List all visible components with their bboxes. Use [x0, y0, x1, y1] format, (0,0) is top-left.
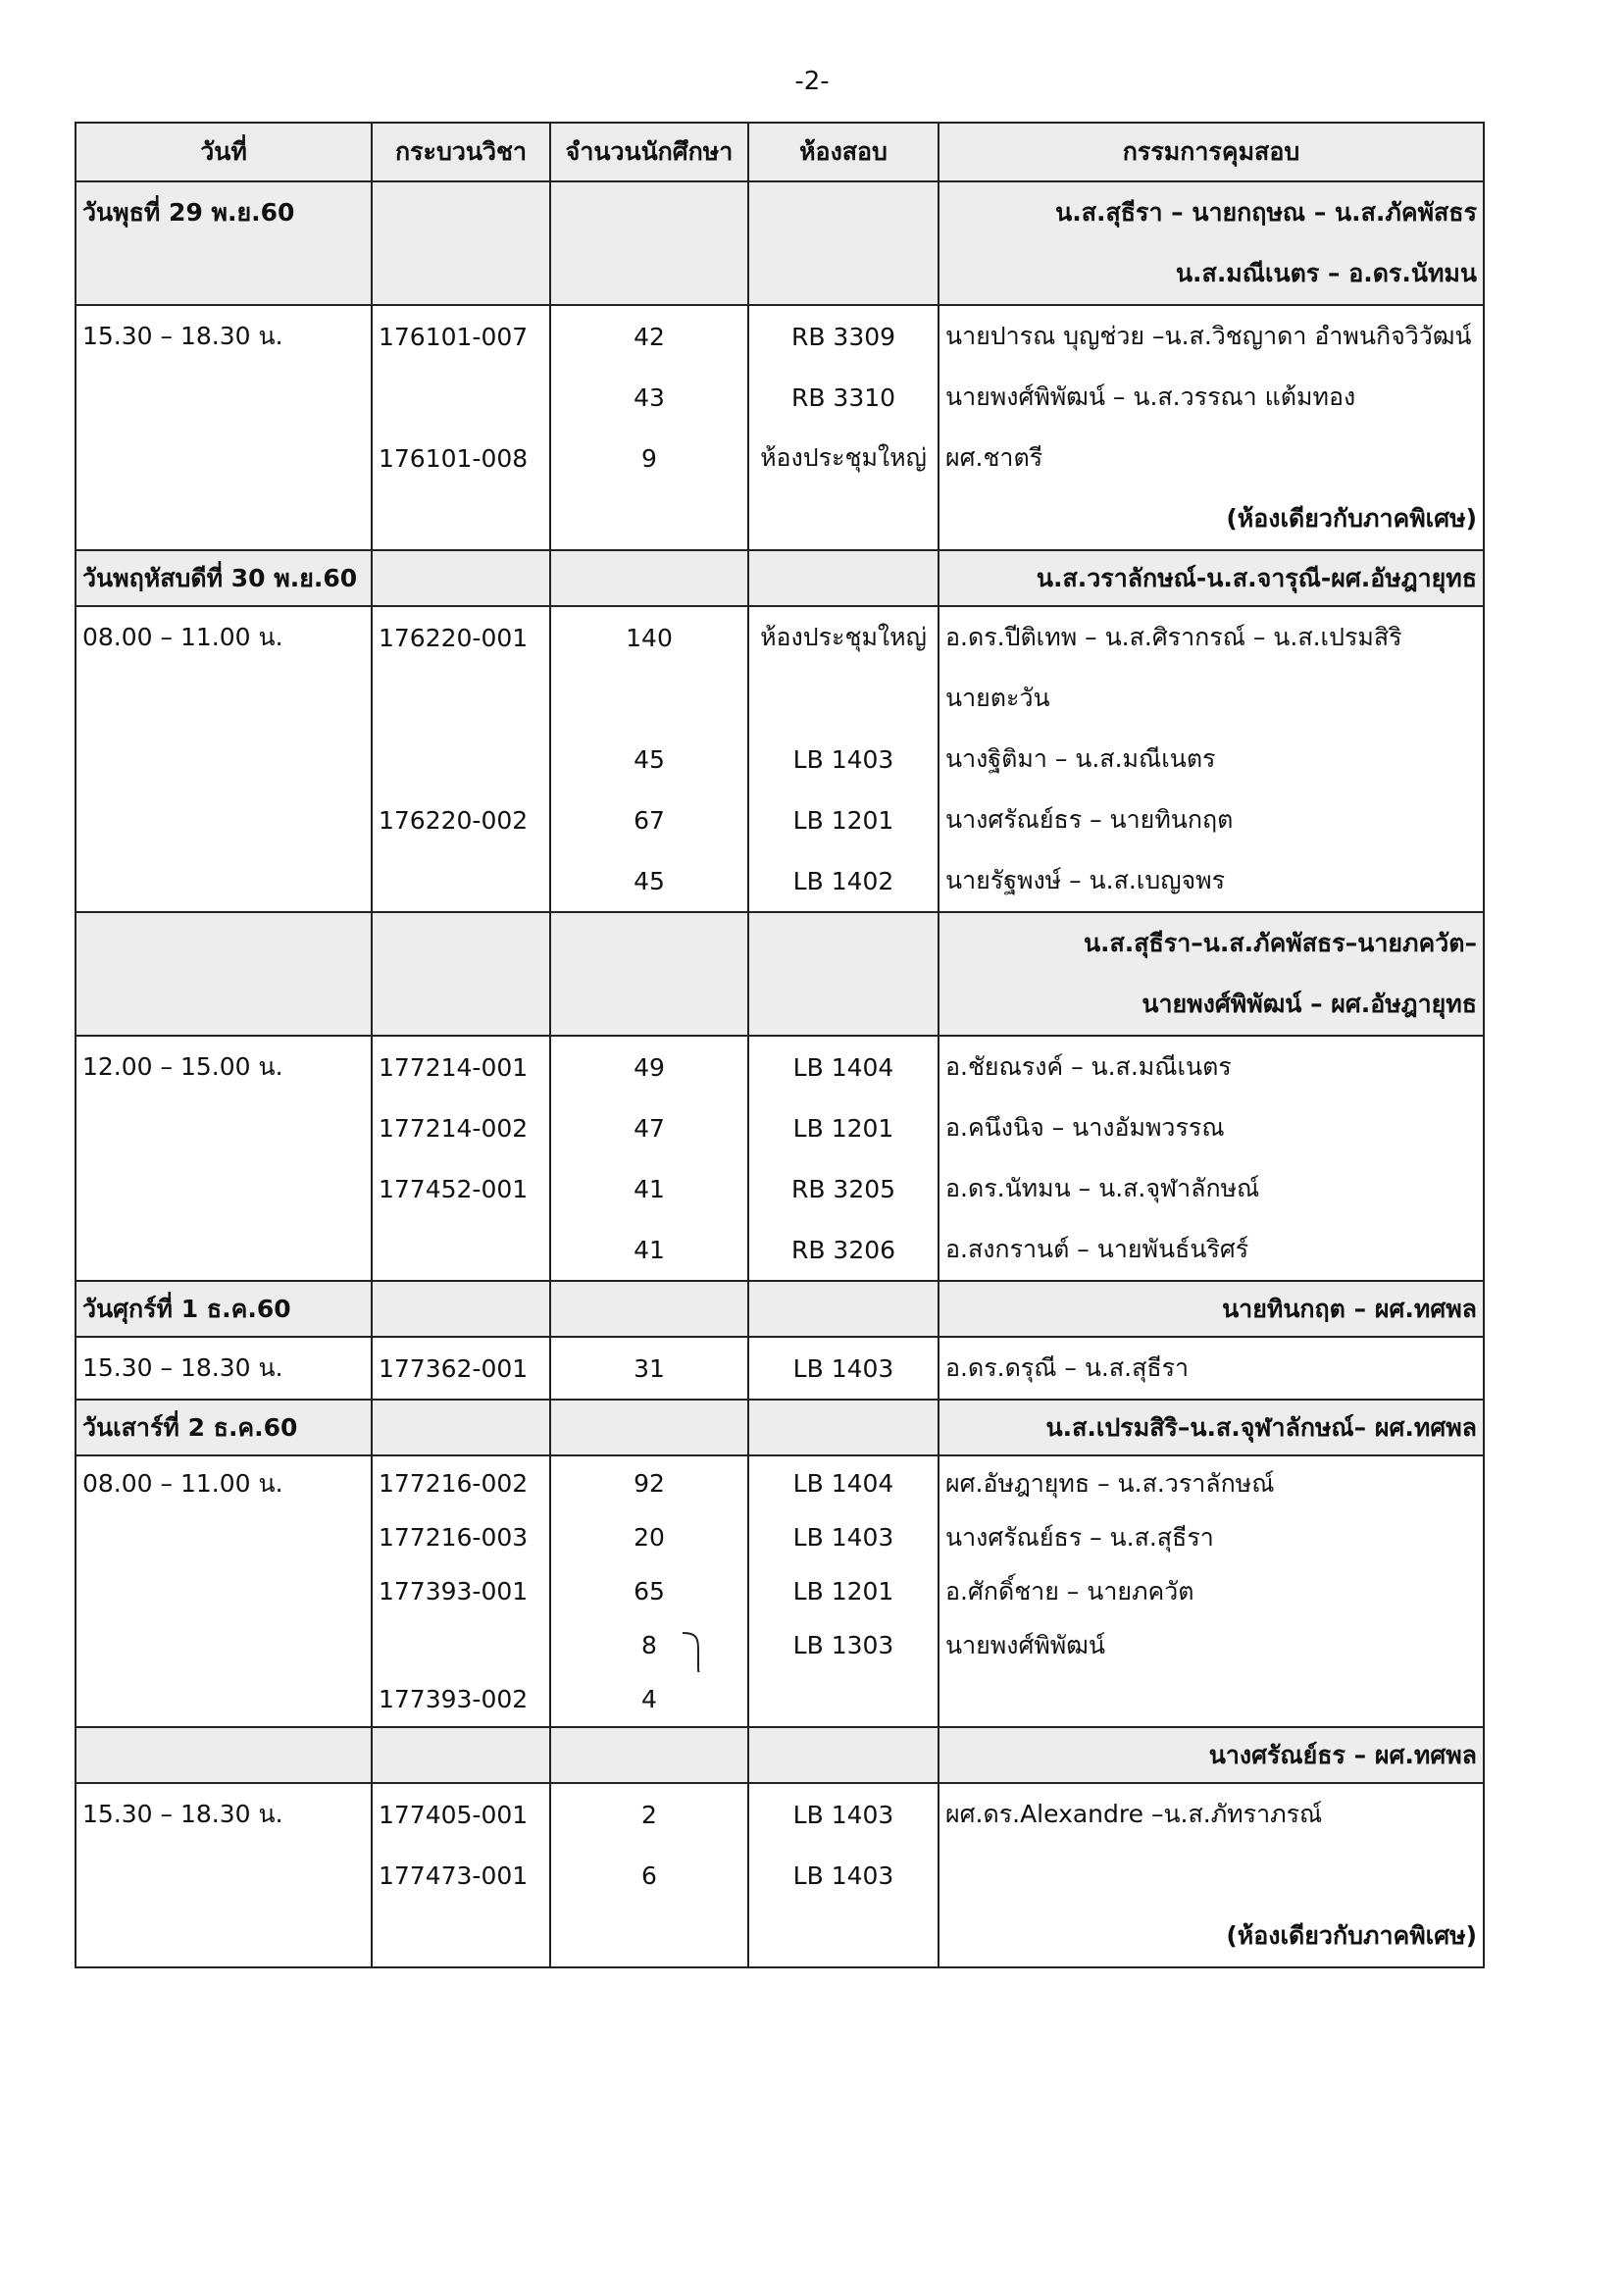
- course-code: [372, 668, 550, 729]
- exam-time: 15.30 – 18.30 น.: [76, 1337, 372, 1400]
- chief-proctors: น.ส.สุธีรา – นายกฤษณ – น.ส.ภัคพัสธร: [939, 181, 1484, 243]
- exam-date: วันเสาร์ที่ 2 ธ.ค.60: [76, 1400, 372, 1455]
- exam-room: LB 1403: [748, 1845, 939, 1906]
- exam-schedule-table: [75, 122, 1485, 1968]
- group-header-row: [76, 1400, 1484, 1455]
- chief-proctors: นางศรัณย์ธร – ผศ.ทศพล: [939, 1727, 1484, 1783]
- exam-room: LB 1403: [748, 729, 939, 790]
- student-count: 45: [550, 850, 748, 912]
- proctor-names: อ.สงกรานต์ – นายพันธ์นริศร์: [939, 1219, 1484, 1281]
- exam-room: RB 3205: [748, 1158, 939, 1219]
- table-row: [76, 1564, 1484, 1618]
- course-code: 177452-001: [372, 1158, 550, 1219]
- group-header-row: [76, 243, 1484, 305]
- exam-room: [748, 1672, 939, 1727]
- chief-proctors: น.ส.วราลักษณ์-น.ส.จารุณี-ผศ.อัษฎายุทธ: [939, 550, 1484, 606]
- table-row: [76, 606, 1484, 668]
- student-count: [550, 668, 748, 729]
- table-row: [76, 1845, 1484, 1906]
- exam-date: วันพุธที่ 29 พ.ย.60: [76, 181, 372, 243]
- exam-room: LB 1403: [748, 1510, 939, 1564]
- proctor-names: อ.คนึงนิจ – นางอัมพวรรณ: [939, 1097, 1484, 1158]
- exam-room: LB 1201: [748, 790, 939, 850]
- proctor-names: ผศ.อัษฎายุทธ – น.ส.วราลักษณ์: [939, 1455, 1484, 1510]
- table-row: [76, 488, 1484, 550]
- group-header-row: [76, 1727, 1484, 1783]
- proctor-names: อ.ดร.นัทมน – น.ส.จุฬาลักษณ์: [939, 1158, 1484, 1219]
- header-proctors: กรรมการคุมสอบ: [939, 123, 1484, 181]
- table-row: [76, 1097, 1484, 1158]
- student-count: 8: [641, 1631, 657, 1659]
- course-code: 177216-003: [372, 1510, 550, 1564]
- proctor-names: นายตะวัน: [939, 668, 1484, 729]
- student-count: 9: [550, 428, 748, 488]
- table-row: [76, 305, 1484, 367]
- group-header-row: [76, 974, 1484, 1036]
- chief-proctors: นายทินกฤต – ผศ.ทศพล: [939, 1281, 1484, 1337]
- exam-room: LB 1402: [748, 850, 939, 912]
- table-row: [76, 367, 1484, 428]
- proctor-names: นางศรัณย์ธร – นายทินกฤต: [939, 790, 1484, 850]
- exam-date: วันพฤหัสบดีที่ 30 พ.ย.60: [76, 550, 372, 606]
- exam-time: 15.30 – 18.30 น.: [76, 305, 372, 367]
- exam-room: RB 3309: [748, 305, 939, 367]
- exam-room: LB 1403: [748, 1337, 939, 1400]
- header-student-count: จำนวนนักศึกษา: [550, 123, 748, 181]
- group-header-row: [76, 1281, 1484, 1337]
- table-row: [76, 850, 1484, 912]
- exam-date: วันศุกร์ที่ 1 ธ.ค.60: [76, 1281, 372, 1337]
- proctor-names: [939, 1672, 1484, 1727]
- exam-room: LB 1201: [748, 1097, 939, 1158]
- proctor-names: อ.ดร.ปีติเทพ – น.ส.ศิรากรณ์ – น.ส.เปรมสิริ: [939, 606, 1484, 668]
- group-header-row: [76, 550, 1484, 606]
- student-count: 47: [550, 1097, 748, 1158]
- chief-proctors: น.ส.สุธีรา–น.ส.ภัคพัสธร–นายภควัต–: [939, 912, 1484, 974]
- student-count: 42: [550, 305, 748, 367]
- course-code: [372, 367, 550, 428]
- table-row: [76, 1036, 1484, 1097]
- table-row: [76, 1783, 1484, 1845]
- exam-room: LB 1404: [748, 1455, 939, 1510]
- student-count: 6: [550, 1845, 748, 1906]
- student-count: 49: [550, 1036, 748, 1097]
- table-row: [76, 1158, 1484, 1219]
- header-course: กระบวนวิชา: [372, 123, 550, 181]
- table-row: [76, 1672, 1484, 1727]
- student-count: 92: [550, 1455, 748, 1510]
- exam-room: RB 3206: [748, 1219, 939, 1281]
- exam-room: ห้องประชุมใหญ่: [748, 428, 939, 488]
- table-header-row: [76, 123, 1484, 181]
- course-code: 177214-002: [372, 1097, 550, 1158]
- proctor-names: นายพงศ์พิพัฒน์: [939, 1618, 1484, 1672]
- group-header-row: [76, 912, 1484, 974]
- course-code: 177405-001: [372, 1783, 550, 1845]
- proctor-names: อ.ชัยณรงค์ – น.ส.มณีเนตร: [939, 1036, 1484, 1097]
- course-code: 177393-001: [372, 1564, 550, 1618]
- header-date: วันที่: [76, 123, 372, 181]
- student-count: 67: [550, 790, 748, 850]
- proctor-names: ผศ.ชาตรี: [939, 428, 1484, 488]
- exam-room: LB 1404: [748, 1036, 939, 1097]
- course-code: [372, 1618, 550, 1672]
- exam-room: LB 1201: [748, 1564, 939, 1618]
- proctor-names: นายรัฐพงษ์ – น.ส.เบญจพร: [939, 850, 1484, 912]
- exam-date: [76, 912, 372, 974]
- table-row: [76, 668, 1484, 729]
- course-code: 177393-002: [372, 1672, 550, 1727]
- chief-proctors: น.ส.มณีเนตร – อ.ดร.นัทมน: [939, 243, 1484, 305]
- course-code: 177362-001: [372, 1337, 550, 1400]
- chief-proctors: นายพงศ์พิพัฒน์ – ผศ.อัษฎายุทธ: [939, 974, 1484, 1036]
- page-number: -2-: [794, 67, 830, 96]
- course-code: 176101-007: [372, 305, 550, 367]
- proctor-names: นายปารณ บุญช่วย –น.ส.วิชญาดา อำพนกิจวิวัฒน์: [939, 305, 1484, 367]
- table-row: [76, 729, 1484, 790]
- proctor-names: นางศรัณย์ธร – น.ส.สุธีรา: [939, 1510, 1484, 1564]
- note-same-room: (ห้องเดียวกับภาคพิเศษ): [939, 488, 1484, 550]
- proctor-names: นางฐิติมา – น.ส.มณีเนตร: [939, 729, 1484, 790]
- header-exam-room: ห้องสอบ: [748, 123, 939, 181]
- exam-time: 12.00 – 15.00 น.: [76, 1036, 372, 1097]
- table-row: [76, 790, 1484, 850]
- proctor-names: อ.ดร.ดรุณี – น.ส.สุธีรา: [939, 1337, 1484, 1400]
- course-code: 176220-002: [372, 790, 550, 850]
- student-count: 41: [550, 1219, 748, 1281]
- exam-room: ห้องประชุมใหญ่: [748, 606, 939, 668]
- proctor-names: นายพงศ์พิพัฒน์ – น.ส.วรรณา แต้มทอง: [939, 367, 1484, 428]
- proctor-names: ผศ.ดร.Alexandre –น.ส.ภัทราภรณ์: [939, 1783, 1484, 1845]
- student-count: 31: [550, 1337, 748, 1400]
- student-count: 4: [550, 1672, 748, 1727]
- course-code: 176101-008: [372, 428, 550, 488]
- proctor-names: อ.ศักดิ์ชาย – นายภควัต: [939, 1564, 1484, 1618]
- exam-time: 08.00 – 11.00 น.: [76, 606, 372, 668]
- exam-room: RB 3310: [748, 367, 939, 428]
- student-count: 20: [550, 1510, 748, 1564]
- exam-date: [76, 1727, 372, 1783]
- course-code: [372, 1219, 550, 1281]
- course-code: 176220-001: [372, 606, 550, 668]
- course-code: 177216-002: [372, 1455, 550, 1510]
- table-row: [76, 1510, 1484, 1564]
- table-row: [76, 1337, 1484, 1400]
- table-row: [76, 428, 1484, 488]
- exam-room: LB 1303: [748, 1618, 939, 1672]
- group-header-row: [76, 181, 1484, 243]
- bracket-icon: [681, 1625, 714, 1672]
- exam-room: [748, 668, 939, 729]
- note-same-room: (ห้องเดียวกับภาคพิเศษ): [939, 1906, 1484, 1967]
- student-count: 140: [550, 606, 748, 668]
- table-row: [76, 1455, 1484, 1510]
- table-row: [76, 1618, 1484, 1672]
- exam-time: 08.00 – 11.00 น.: [76, 1455, 372, 1510]
- course-code: 177473-001: [372, 1845, 550, 1906]
- course-code: [372, 850, 550, 912]
- table-row: [76, 1906, 1484, 1967]
- student-count: 41: [550, 1158, 748, 1219]
- course-code: [372, 729, 550, 790]
- student-count: 45: [550, 729, 748, 790]
- course-code: 177214-001: [372, 1036, 550, 1097]
- table-row: [76, 1219, 1484, 1281]
- proctor-names: [939, 1845, 1484, 1906]
- student-count: 65: [550, 1564, 748, 1618]
- exam-room: LB 1403: [748, 1783, 939, 1845]
- chief-proctors: น.ส.เปรมสิริ–น.ส.จุฬาลักษณ์– ผศ.ทศพล: [939, 1400, 1484, 1455]
- exam-time: 15.30 – 18.30 น.: [76, 1783, 372, 1845]
- student-count: 43: [550, 367, 748, 428]
- student-count: 2: [550, 1783, 748, 1845]
